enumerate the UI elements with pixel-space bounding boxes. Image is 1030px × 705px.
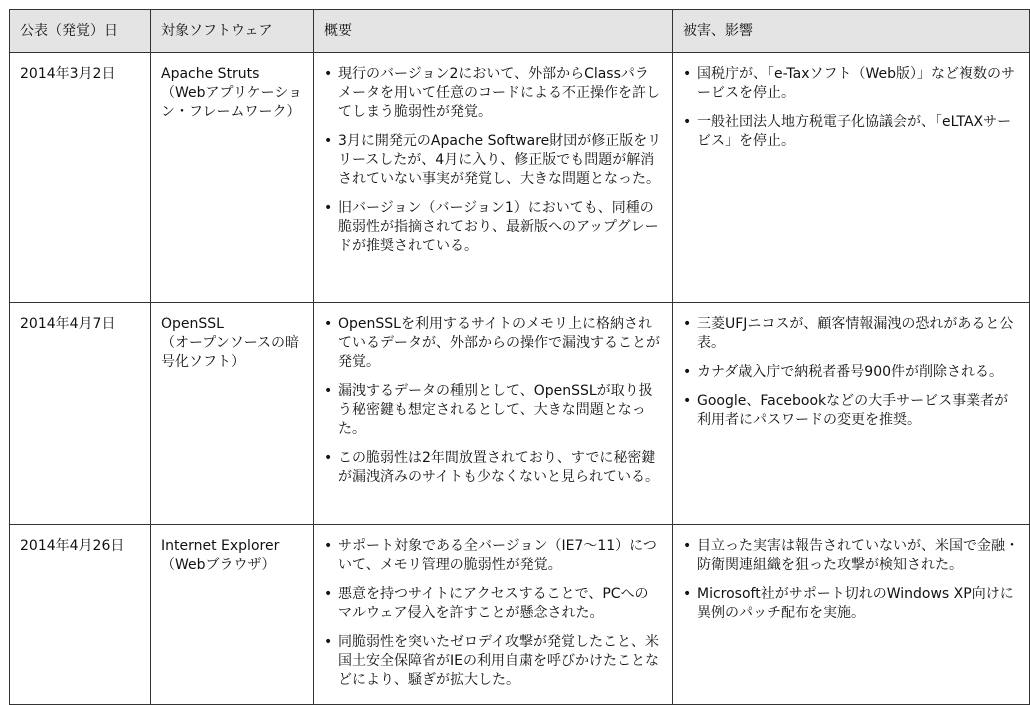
software-description: （オープンソースの暗号化ソフト） [161,335,300,370]
software-cell [151,53,314,303]
summary-item: • サポート対象である全バージョン（IE7〜11）について、メモリ管理の脆弱性が発覚。 [324,537,662,575]
date-cell: 2014年3月2日 [10,53,151,303]
summary-cell [314,53,673,303]
summary-item: • 現行のバージョン2において、外部からClassパラメータを用いて任意のコードによる不正操作を許してしまう脆弱性が発覚。 [324,65,662,122]
impact-item: • 一般社団法人地方税電子化協議会が、「eLTAXサービス」を停止。 [683,113,1019,151]
summary-cell [314,525,673,705]
summary-item: • 同脆弱性を突いたゼロデイ攻撃が発覚したこと、米国土安全保障省がIEの利用自粛を呼びかけたことなどにより、騒ぎが拡大した。 [324,633,662,690]
header-row [10,10,1030,53]
software-name: Apache Struts [161,66,260,82]
summary-item: • OpenSSLを利用するサイトのメモリ上に格納されているデータが、外部からの操作で漏洩することが発覚。 [324,315,662,372]
vulnerability-table [9,9,1030,705]
summary-list [324,537,662,690]
summary-item: • 3月に開発元のApache Software財団が修正版をリリースしたが、4月に入り、修正版でも問題が解消されていない事実が発覚し、大きな問題となった。 [324,132,662,189]
header-date: 公表（発覚）日 [10,10,151,53]
software-cell [151,525,314,705]
summary-item: • 漏洩するデータの種別として、OpenSSLが取り扱う秘密鍵も想定されるとして、大きな問題となった。 [324,382,662,439]
impact-cell [673,303,1030,525]
impact-list [683,65,1019,151]
software-description: （Webブラウザ） [161,557,276,573]
software-cell [151,303,314,525]
summary-list [324,65,662,256]
table-row [10,525,1030,705]
date-cell: 2014年4月26日 [10,525,151,705]
summary-item: • この脆弱性は2年間放置されており、すでに秘密鍵が漏洩済みのサイトも少なくないと見られている。 [324,449,662,487]
software-name: OpenSSL [161,316,224,332]
impact-list [683,315,1019,430]
impact-cell [673,53,1030,303]
impact-item: • カナダ歳入庁で納税者番号900件が削除される。 [683,363,1019,382]
header-summary: 概要 [314,10,673,53]
header-impact: 被害、影響 [673,10,1030,53]
software-description: （Webアプリケーション・フレームワーク） [161,85,303,120]
table-row [10,53,1030,303]
impact-item: • 三菱UFJニコスが、顧客情報漏洩の恐れがあると公表。 [683,315,1019,353]
table-row [10,303,1030,525]
summary-item: • 悪意を持つサイトにアクセスすることで、PCへのマルウェア侵入を許すことが懸念された。 [324,585,662,623]
impact-item: • 国税庁が、「e-Taxソフト（Web版）」など複数のサービスを停止。 [683,65,1019,103]
summary-list [324,315,662,487]
software-name: Internet Explorer [161,538,280,554]
impact-item: • Microsoft社がサポート切れのWindows XP向けに異例のパッチ配布を実施。 [683,585,1019,623]
summary-cell [314,303,673,525]
header-software: 対象ソフトウェア [151,10,314,53]
impact-item: • 目立った実害は報告されていないが、米国で金融・防衛関連組織を狙った攻撃が検知された。 [683,537,1019,575]
impact-item: • Google、Facebookなどの大手サービス事業者が利用者にパスワードの変更を推奨。 [683,392,1019,430]
date-cell: 2014年4月7日 [10,303,151,525]
impact-list [683,537,1019,623]
impact-cell [673,525,1030,705]
summary-item: • 旧バージョン（バージョン1）においても、同種の脆弱性が指摘されており、最新版へのアップグレードが推奨されている。 [324,199,662,256]
